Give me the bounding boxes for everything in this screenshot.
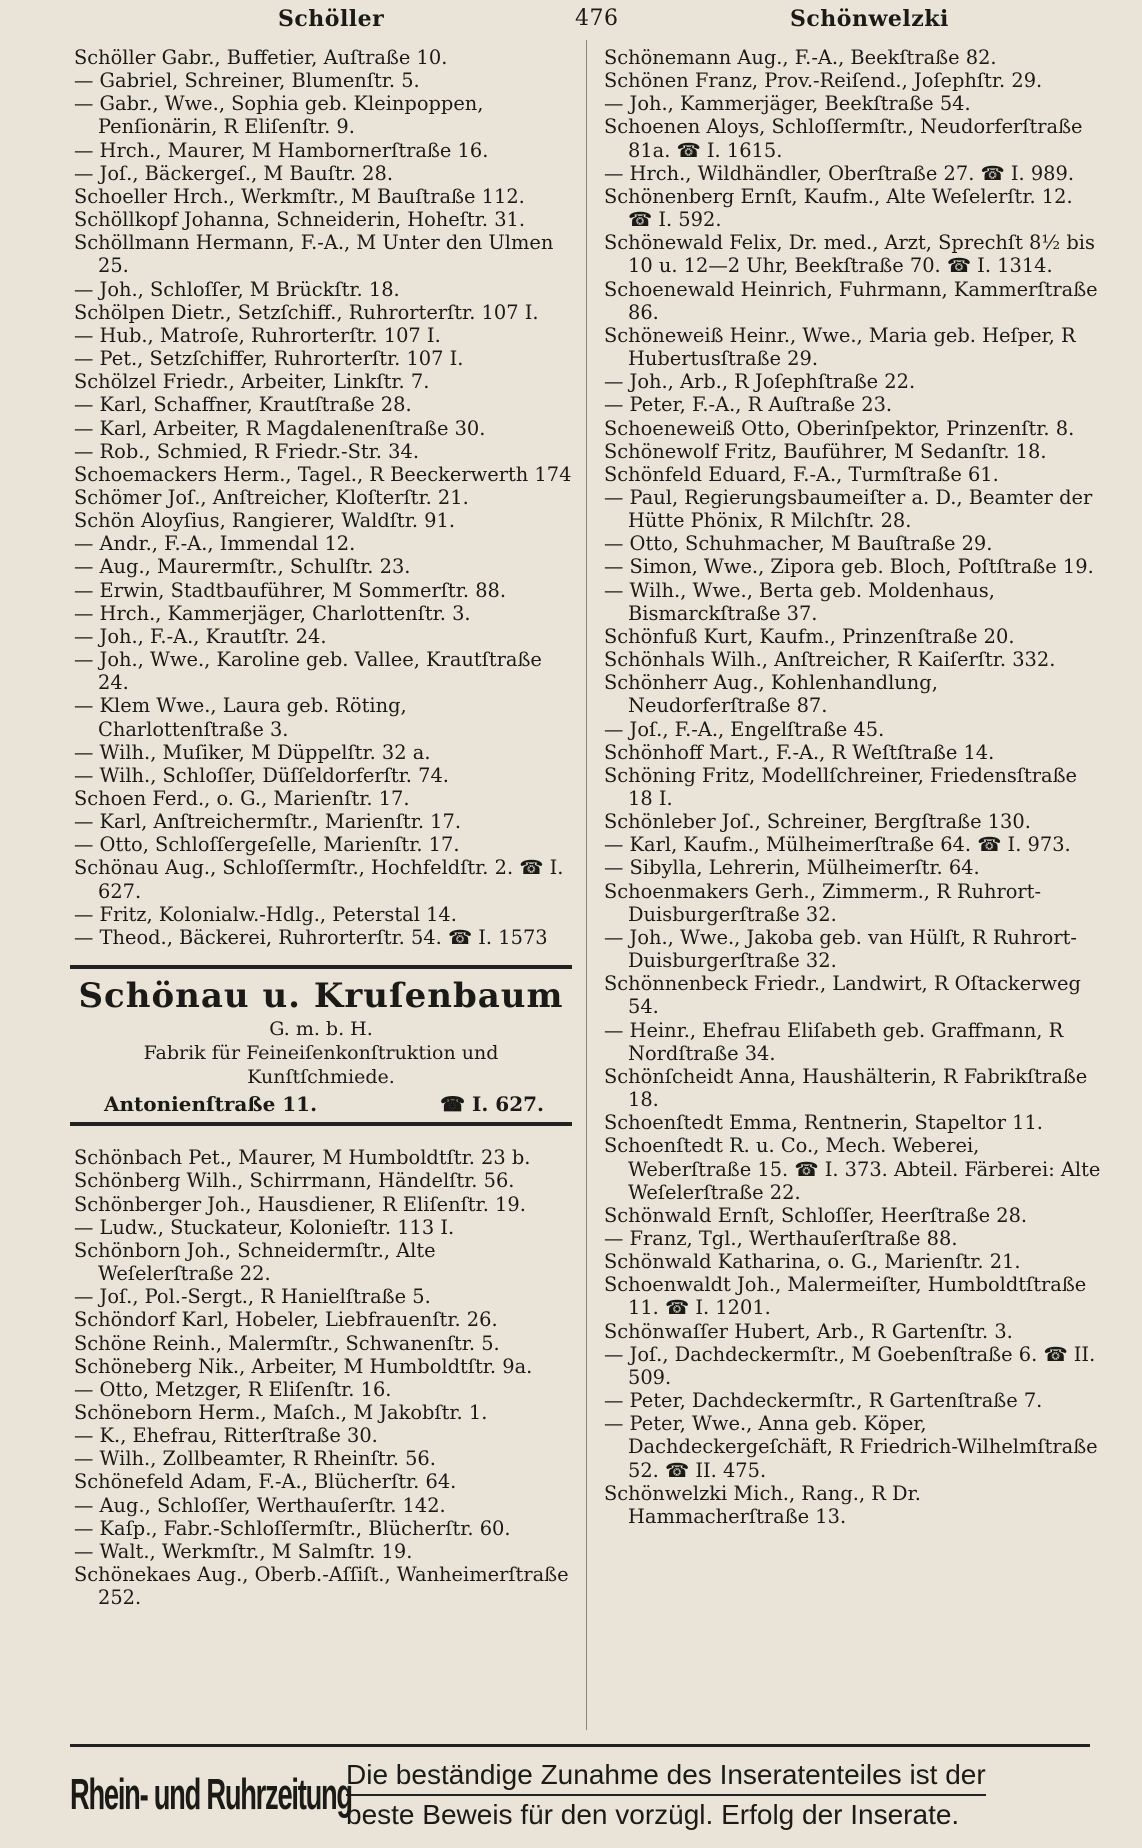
directory-entry: — Otto, Metzger, R Eliſenſtr. 16. — [74, 1377, 392, 1401]
directory-entry: Schoenewald Heinrich, Fuhrmann, Kammerſtraße 86. — [604, 277, 1098, 324]
directory-entry: — Peter, F.-A., R Auſtraße 23. — [604, 393, 893, 417]
directory-entry: Schoeneweiß Otto, Oberinſpektor, Prinzenſtr. 8. — [604, 416, 1075, 440]
directory-entry: — Peter, Dachdeckermſtr., R Gartenſtraße 7. — [604, 1389, 1043, 1413]
directory-entry: — Joh., Schloſſer, M Brückſtr. 18. — [74, 277, 400, 301]
directory-entry: — Joſ., Dachdeckermſtr., M Goebenſtraße 6. ☎ II. 509. — [604, 1342, 1096, 1389]
directory-entry: Schönekaes Aug., Oberb.-Aſſiſt., Wanheimerſtraße 252. — [74, 1563, 569, 1610]
directory-entry: Schöneborn Herm., Maſch., M Jakobſtr. 1. — [74, 1400, 488, 1424]
directory-entry: — Karl, Kaufm., Mülheimerſtraße 64. ☎ I. 973. — [604, 833, 1071, 857]
directory-entry: Schönwaſſer Hubert, Arb., R Gartenſtr. 3. — [604, 1319, 1013, 1343]
directory-entry: — Gabr., Wwe., Sophia geb. Kleinpoppen, Penſionärin, R Eliſenſtr. 9. — [74, 92, 484, 139]
directory-entry: Schönefeld Adam, F.-A., Blücherſtr. 64. — [74, 1470, 457, 1494]
directory-entry: — Otto, Schloſſergeſelle, Marienſtr. 17. — [74, 833, 460, 857]
directory-entry: Schöller Gabr., Buffetier, Auſtraße 10. — [74, 46, 448, 69]
directory-entry: Schömer Joſ., Anſtreicher, Kloſterſtr. 21. — [74, 485, 469, 509]
directory-entry: — Andr., F.-A., Immendal 12. — [74, 532, 356, 556]
directory-entry: Schönwald Ernſt, Schloſſer, Heerſtraße 28. — [604, 1203, 1028, 1227]
left-column — [74, 46, 572, 1609]
newspaper-logo: Rhein- und Ruhrzeitung — [70, 1770, 352, 1819]
directory-entry: — Theod., Bäckerei, Ruhrorterſtr. 54. ☎ I. 1573 — [74, 925, 548, 949]
page-number: 476 — [575, 6, 619, 31]
directory-entry: — Joh., Kammerjäger, Beekſtraße 54. — [604, 92, 971, 116]
directory-entry: Schönſcheidt Anna, Haushälterin, R Fabrikſtraße 18. — [604, 1064, 1088, 1112]
directory-entry: — Wilh., Muſiker, M Düppelſtr. 32 a. — [74, 740, 431, 764]
directory-entry: Schönau Aug., Schloſſermſtr., Hochfeldſtr. 2. ☎ I. 627. — [74, 856, 564, 903]
advert-form: G. m. b. H. — [269, 1018, 373, 1041]
newspaper-advert-banner — [70, 1744, 1090, 1843]
directory-entry: — Kaſp., Fabr.-Schloſſermſtr., Blücherſtr. 60. — [74, 1516, 511, 1540]
header-left-keyword: Schöller — [278, 6, 385, 32]
directory-entry: Schönnenbeck Friedr., Landwirt, R Oſtackerweg 54. — [604, 972, 1081, 1019]
directory-entry: — Joh., Wwe., Jakoba geb. van Hülſt, R Ruhrort-Duisburgerſtraße 32. — [604, 925, 1077, 973]
directory-entry: — Klem Wwe., Laura geb. Röting, Charlottenſtraße 3. — [74, 694, 407, 741]
column-divider — [586, 40, 587, 1730]
directory-entry: Schönwald Katharina, o. G., Marienſtr. 21. — [604, 1250, 1021, 1274]
directory-entry: — Heinr., Ehefrau Eliſabeth geb. Graffmann, R Nordſtraße 34. — [604, 1018, 1064, 1065]
directory-entry: — Gabriel, Schreiner, Blumenſtr. 5. — [74, 69, 420, 93]
directory-entry: Schönborn Joh., Schneidermſtr., Alte Weſelerſtraße 22. — [74, 1238, 436, 1286]
directory-entry: Schoen Ferd., o. G., Marienſtr. 17. — [74, 787, 410, 810]
directory-entry: Schönherr Aug., Kohlenhandlung, Neudorferſtraße 87. — [604, 671, 938, 718]
advert-address: Antonienſtraße 11. — [104, 1092, 318, 1117]
directory-entry: Schönfeld Eduard, F.-A., Turmſtraße 61. — [604, 462, 999, 486]
directory-entry: Schoenen Aloys, Schloſſermſtr., Neudorferſtraße 81a. ☎ I. 1615. — [604, 115, 1083, 162]
directory-entry: — Joſ., F.-A., Engelſtraße 45. — [604, 717, 885, 741]
directory-entry: Schöneweiß Heinr., Wwe., Maria geb. Heſper, R Hubertusſtraße 29. — [604, 323, 1076, 371]
directory-entry: — Joſ., Pol.-Sergt., R Hanielſtraße 5. — [74, 1285, 431, 1309]
directory-entry: Schönfuß Kurt, Kaufm., Prinzenſtraße 20. — [604, 624, 1015, 648]
directory-entry: — Rob., Schmied, R Friedr.-Str. 34. — [74, 439, 419, 463]
advert-line-2: Kunſtſchmiede. — [247, 1066, 395, 1089]
directory-entry: — Karl, Anſtreichermſtr., Marienſtr. 17. — [74, 810, 462, 834]
directory-entry: — K., Ehefrau, Ritterſtraße 30. — [74, 1424, 378, 1448]
directory-entry: Schoemackers Herm., Tagel., R Beeckerwerth 174 — [74, 462, 572, 486]
banner-line-1: Die beständige Zunahme des Inseratenteiles ist der — [346, 1756, 986, 1796]
banner-line-2: beste Beweis für den vorzügl. Erfolg der Inserate. — [346, 1799, 960, 1830]
directory-entry: — Wilh., Wwe., Berta geb. Moldenhaus, Bismarckſtraße 37. — [604, 578, 995, 625]
directory-entry: — Hub., Matroſe, Ruhrorterſtr. 107 I. — [74, 323, 441, 347]
directory-entry: — Karl, Arbeiter, R Magdalenenſtraße 30. — [74, 416, 486, 440]
directory-entry: — Fritz, Kolonialw.-Hdlg., Peterstal 14. — [74, 902, 457, 926]
directory-entry: Schöning Fritz, Modellſchreiner, Friedensſtraße 18 I. — [604, 763, 1077, 810]
directory-entry: Schönberger Joh., Hausdiener, R Eliſenſtr. 19. — [74, 1192, 526, 1216]
directory-entry: Schölzel Friedr., Arbeiter, Linkſtr. 7. — [74, 370, 430, 394]
directory-entry: — Wilh., Zollbeamter, R Rheinſtr. 56. — [74, 1447, 436, 1471]
directory-entry: Schöneberg Nik., Arbeiter, M Humboldtſtr. 9a. — [74, 1354, 533, 1378]
directory-entry: Schön Aloyſius, Rangierer, Waldſtr. 91. — [74, 509, 456, 533]
directory-entry: Schönewolf Fritz, Bauführer, M Sedanſtr. 18. — [604, 439, 1047, 463]
directory-entry: — Joh., Wwe., Karoline geb. Vallee, Krautſtraße 24. — [74, 648, 542, 695]
directory-entry: — Joh., F.-A., Krautſtr. 24. — [74, 624, 327, 648]
directory-entry: Schönhoff Mart., F.-A., R Weſtſtraße 14. — [604, 740, 995, 764]
directory-entry: Schoenmakers Gerh., Zimmerm., R Ruhrort-Duisburgerſtraße 32. — [604, 879, 1042, 926]
advert-title: Schönau u. Kruſenbaum — [78, 976, 564, 1017]
directory-entry: Schönbach Pet., Maurer, M Humboldtſtr. 23 b. — [74, 1146, 531, 1170]
directory-entry: Schöne Reinh., Malermſtr., Schwanenſtr. 5. — [74, 1331, 500, 1355]
directory-entry: Schoenſtedt R. u. Co., Mech. Weberei, Weberſtraße 15. ☎ I. 373. Abteil. Färberei: Alte Weſelerſtraße 22. — [604, 1134, 1101, 1204]
directory-entry: — Walt., Werkmſtr., M Salmſtr. 19. — [74, 1539, 413, 1563]
directory-entry: — Ludw., Stuckateur, Kolonieſtr. 113 I. — [74, 1215, 455, 1239]
directory-entry: Schönberg Wilh., Schirrmann, Händelſtr. 56. — [74, 1169, 515, 1193]
directory-entry: — Paul, Regierungsbaumeiſter a. D., Beamter der Hütte Phönix, R Milchſtr. 28. — [604, 485, 1093, 533]
directory-entry: — Hrch., Wildhändler, Oberſtraße 27. ☎ I. 989. — [604, 161, 1074, 185]
directory-entry: — Otto, Schuhmacher, M Bauſtraße 29. — [604, 532, 993, 556]
directory-entry: Schönwelzki Mich., Rang., R Dr. Hammacherſtraße 13. — [604, 1481, 921, 1528]
directory-entry: Schölpen Dietr., Setzſchiff., Ruhrorterſtr. 107 I. — [74, 300, 539, 324]
header-right-keyword: Schönwelzki — [790, 6, 949, 32]
directory-entry: Schoenſtedt Emma, Rentnerin, Stapeltor 11. — [604, 1111, 1043, 1135]
directory-entry: — Simon, Wwe., Zipora geb. Bloch, Poſtſtraße 19. — [604, 555, 1094, 579]
advert-phone: ☎ I. 627. — [440, 1092, 544, 1117]
directory-entry: — Erwin, Stadtbauführer, M Sommerſtr. 88. — [74, 578, 507, 602]
directory-entry: — Aug., Schloſſer, Werthauſerſtr. 142. — [74, 1493, 446, 1517]
banner-text — [346, 1756, 986, 1834]
directory-entry: Schönleber Joſ., Schreiner, Bergſtraße 130. — [604, 810, 1031, 834]
directory-entry: — Peter, Wwe., Anna geb. Köper, Dachdeckergeſchäft, R Friedrich-Wilhelmſtraße 52. ☎ II. 475. — [604, 1412, 1098, 1482]
directory-entry: Schöllkopf Johanna, Schneiderin, Hoheſtr. 31. — [74, 208, 526, 232]
directory-entry: Schönenberg Ernſt, Kaufm., Alte Weſelerſtr. 12. ☎ I. 592. — [604, 184, 1073, 232]
directory-entry: Schöllmann Hermann, F.-A., M Unter den Ulmen 25. — [74, 231, 554, 278]
advert-line-1: Fabrik für Feineiſenkonſtruktion und — [143, 1042, 499, 1065]
directory-entry: Schönen Franz, Prov.-Reiſend., Joſephſtr. 29. — [604, 69, 1043, 93]
directory-entry: Schoeller Hrch., Werkmſtr., M Bauſtraße 112. — [74, 184, 525, 208]
company-advert — [70, 965, 572, 1126]
directory-entry: — Joh., Arb., R Joſephſtraße 22. — [604, 370, 916, 394]
directory-entry: Schoenwaldt Joh., Malermeiſter, Humboldtſtraße 11. ☎ I. 1201. — [604, 1273, 1087, 1320]
directory-entry: — Franz, Tgl., Werthauſerſtraße 88. — [604, 1226, 958, 1250]
directory-entry: Schöndorf Karl, Hobeler, Liebfrauenſtr. 26. — [74, 1308, 498, 1332]
directory-entry: — Wilh., Schloſſer, Düſſeldorferſtr. 74. — [74, 763, 449, 787]
directory-entry: — Hrch., Maurer, M Hambornerſtraße 16. — [74, 138, 489, 162]
right-column — [604, 46, 1102, 1528]
directory-entry: — Sibylla, Lehrerin, Mülheimerſtr. 64. — [604, 856, 980, 880]
directory-entry: Schönemann Aug., F.-A., Beekſtraße 82. — [604, 46, 997, 69]
directory-entry: Schönhals Wilh., Anſtreicher, R Kaiſerſtr. 332. — [604, 648, 1056, 672]
directory-entry: — Karl, Schaffner, Krautſtraße 28. — [74, 393, 412, 417]
directory-entry: — Pet., Setzſchiffer, Ruhrorterſtr. 107 I. — [74, 347, 464, 371]
directory-entry: — Joſ., Bäckergeſ., M Bauſtr. 28. — [74, 161, 393, 185]
directory-entry: — Aug., Maurermſtr., Schulſtr. 23. — [74, 555, 411, 579]
directory-entry: Schönewald Felix, Dr. med., Arzt, Sprechſt 8½ bis 10 u. 12—2 Uhr, Beekſtraße 70. ☎ I. 1314. — [604, 231, 1095, 278]
directory-entry: — Hrch., Kammerjäger, Charlottenſtr. 3. — [74, 601, 471, 625]
